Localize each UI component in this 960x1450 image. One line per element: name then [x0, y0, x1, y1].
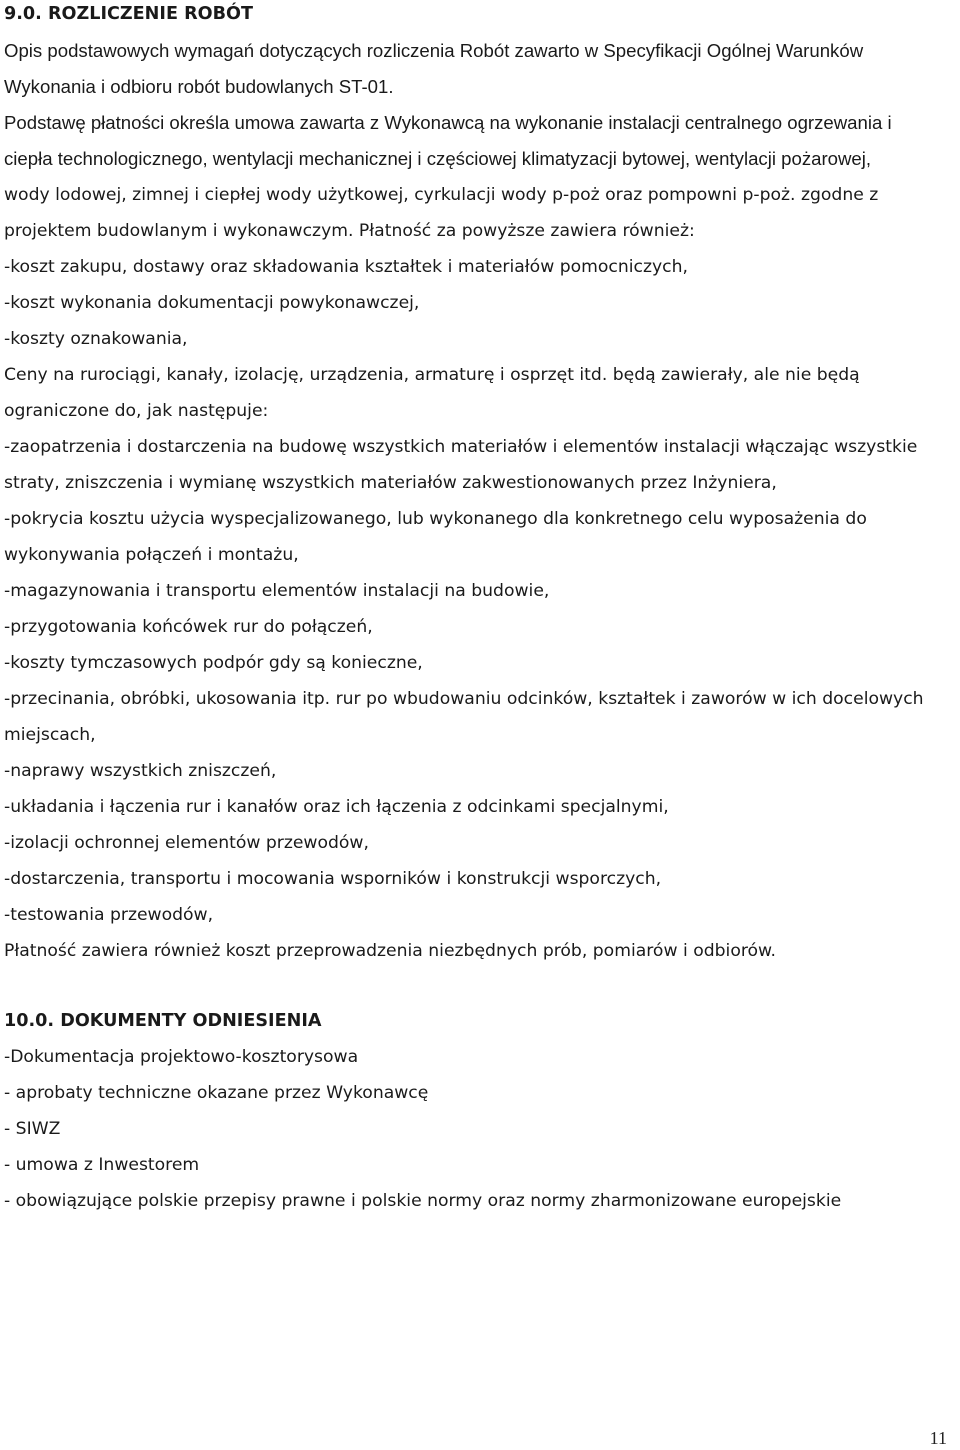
section-9-heading: 9.0. ROZLICZENIE ROBÓT	[4, 4, 253, 24]
body-line: straty, zniszczenia i wymianę wszystkich materiałów zakwestionowanych przez Inżyniera,	[4, 473, 777, 493]
body-line: ograniczone do, jak następuje:	[4, 401, 269, 421]
body-line: projektem budowlanym i wykonawczym. Płatność za powyższe zawiera również:	[4, 221, 695, 241]
reference-item: - aprobaty techniczne okazane przez Wykonawcę	[4, 1083, 429, 1103]
body-line: -testowania przewodów,	[4, 905, 214, 925]
intro-line: Podstawę płatności określa umowa zawarta z Wykonawcą na wykonanie instalacji centralnego ogrzewania i	[4, 112, 892, 133]
reference-item: - obowiązujące polskie przepisy prawne i polskie normy oraz normy zharmonizowane europejskie	[4, 1191, 842, 1211]
section-10-heading: 10.0. DOKUMENTY ODNIESIENIA	[4, 1011, 322, 1031]
reference-item: - umowa z Inwestorem	[4, 1155, 200, 1175]
reference-item: - SIWZ	[4, 1119, 61, 1139]
body-line: -pokrycia kosztu użycia wyspecjalizowanego, lub wykonanego dla konkretnego celu wyposażenia do	[4, 509, 867, 529]
intro-line: Wykonania i odbioru robót budowlanych ST-01.	[4, 76, 394, 97]
body-line: -zaopatrzenia i dostarczenia na budowę wszystkich materiałów i elementów instalacji włączając wszystkie	[4, 437, 918, 457]
body-line: -dostarczenia, transportu i mocowania wsporników i konstrukcji wsporczych,	[4, 869, 662, 889]
body-line: wody lodowej, zimnej i ciepłej wody użytkowej, cyrkulacji wody p-poż oraz pompowni p-poż. zgodne z	[4, 185, 879, 205]
body-line: -układania i łączenia rur i kanałów oraz ich łączenia z odcinkami specjalnymi,	[4, 797, 669, 817]
page-number: 11	[929, 1428, 947, 1448]
body-line: -koszt zakupu, dostawy oraz składowania kształtek i materiałów pomocniczych,	[4, 257, 688, 277]
body-line: -przecinania, obróbki, ukosowania itp. rur po wbudowaniu odcinków, kształtek i zaworów w ich docelowych	[4, 689, 924, 709]
body-line: -magazynowania i transportu elementów instalacji na budowie,	[4, 581, 550, 601]
body-line: -koszt wykonania dokumentacji powykonawczej,	[4, 293, 420, 313]
body-line: -koszty tymczasowych podpór gdy są konieczne,	[4, 653, 423, 673]
body-line: -izolacji ochronnej elementów przewodów,	[4, 833, 369, 853]
intro-line: Opis podstawowych wymagań dotyczących rozliczenia Robót zawarto w Specyfikacji Ogólnej Warunków	[4, 40, 864, 61]
intro-line: ciepła technologicznego, wentylacji mechanicznej i częściowej klimatyzacji bytowej, wentylacji pożarowej,	[4, 148, 872, 169]
body-line: wykonywania połączeń i montażu,	[4, 545, 299, 565]
body-line: -przygotowania końcówek rur do połączeń,	[4, 617, 373, 637]
body-line: miejscach,	[4, 725, 96, 745]
body-line: Ceny na rurociągi, kanały, izolację, urządzenia, armaturę i osprzęt itd. będą zawierały, ale nie będą	[4, 365, 860, 385]
body-line: -naprawy wszystkich zniszczeń,	[4, 761, 277, 781]
body-line: -koszty oznakowania,	[4, 329, 188, 349]
reference-item: -Dokumentacja projektowo-kosztorysowa	[4, 1047, 359, 1067]
body-line: Płatność zawiera również koszt przeprowadzenia niezbędnych prób, pomiarów i odbiorów.	[4, 941, 776, 961]
